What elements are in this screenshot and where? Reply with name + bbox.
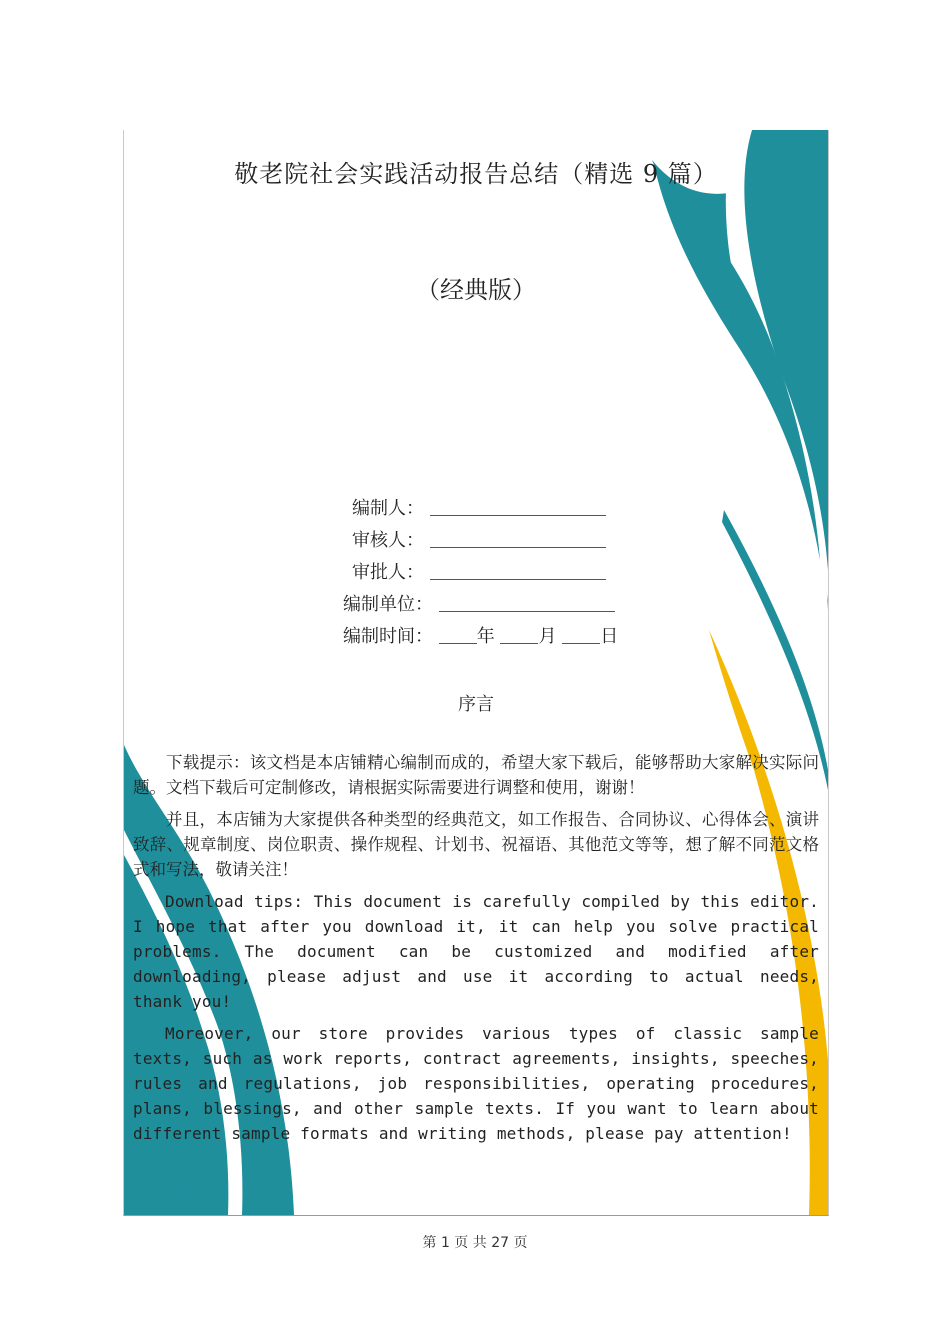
thin-teal-line (722, 510, 828, 790)
preface-paragraph-1: 下载提示：该文档是本店铺精心编制而成的，希望大家下载后，能够帮助大家解决实际问题。文档下载后可定制修改，请根据实际需要进行调整和使用，谢谢！ (133, 753, 819, 797)
approver-label: 审批人： (352, 562, 424, 583)
preface-title: 序言 (458, 694, 494, 715)
time-label: 编制时间： (343, 626, 433, 647)
document-subtitle: （经典版） (416, 276, 536, 304)
month-label: 月 (538, 626, 557, 647)
preface-paragraph-2: 并且，本店铺为大家提供各种类型的经典范文，如工作报告、合同协议、心得体会、演讲致辞、规章制度、岗位职责、操作规程、计划书、祝福语、其他范文等等，想了解不同范文格式和写法，敬请关注！ (133, 810, 819, 879)
year-label: 年 (476, 626, 495, 647)
editor-row (352, 494, 606, 524)
approver-blank[interactable] (430, 563, 606, 580)
reviewer-label: 审核人： (352, 530, 424, 551)
editor-blank[interactable] (430, 499, 606, 516)
preface-body (133, 750, 819, 1153)
cover-page (123, 130, 829, 1216)
day-blank[interactable] (562, 627, 600, 644)
preface-paragraph-4: Moreover, our store provides various types of classic sample texts, such as work reports, contract agreements, insights, speeches, rules and regulations, job responsibilities, operating procedures, plans, blessings, and other sample texts. If you want to learn about different sample formats and writing methods, please pay attention! (133, 1024, 819, 1143)
editor-label: 编制人： (352, 498, 424, 519)
reviewer-blank[interactable] (430, 531, 606, 548)
unit-row (343, 590, 615, 620)
year-blank[interactable] (439, 627, 477, 644)
month-blank[interactable] (500, 627, 538, 644)
unit-blank[interactable] (439, 595, 615, 612)
reviewer-row (352, 526, 606, 556)
approver-row (352, 558, 606, 588)
time-row (343, 622, 618, 652)
unit-label: 编制单位： (343, 594, 433, 615)
document-title: 敬老院社会实践活动报告总结（精选 9 篇） (234, 160, 718, 188)
day-label: 日 (600, 626, 619, 647)
preface-paragraph-3: Download tips: This document is carefully compiled by this editor. I hope that after you download it, it can help you solve practical problems. The document can be customized and modified after downloading, please adjust and use it according to actual needs, thank you! (133, 892, 819, 1011)
page-footer: 第 1 页 共 27 页 (422, 1235, 528, 1251)
